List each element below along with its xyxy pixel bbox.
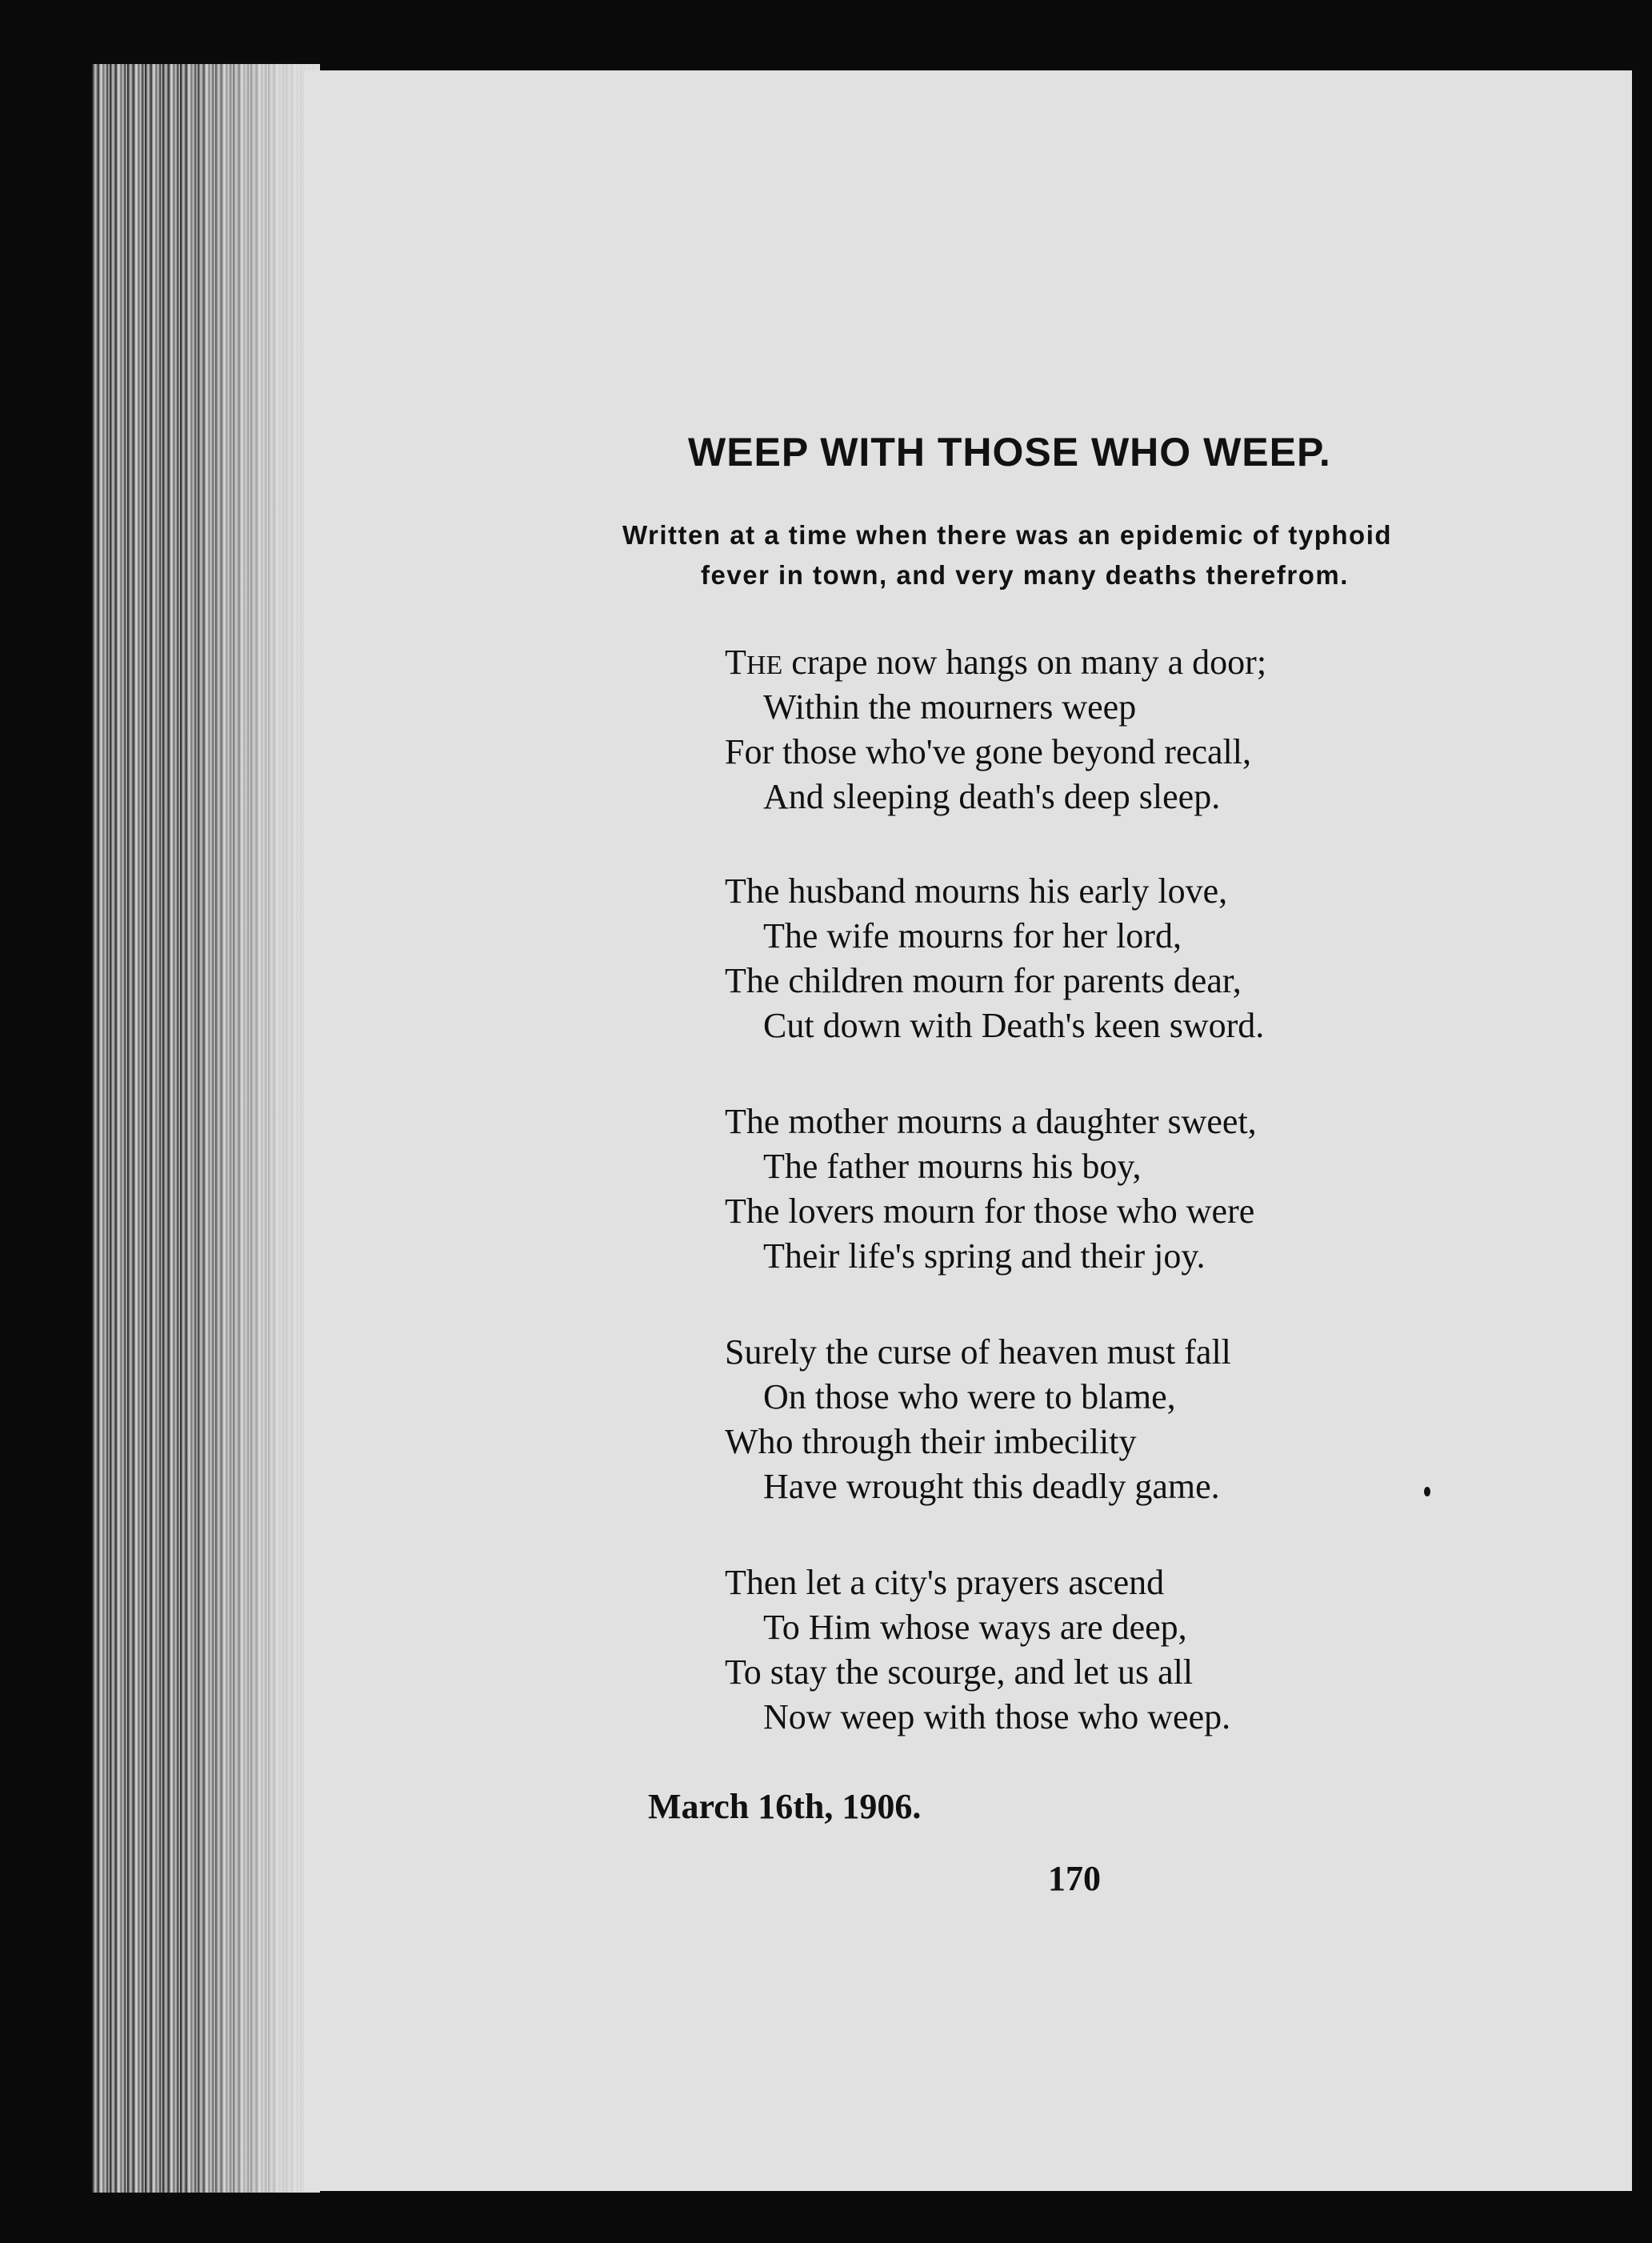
stanza-2-line-3: The children mourn for parents dear, xyxy=(725,961,1242,1000)
stanza-1-line-2: Within the mourners weep xyxy=(763,687,1137,727)
poem-subtitle-line-1: Written at a time when there was an epidemic of typhoid xyxy=(622,520,1393,550)
drop-word-initial: T xyxy=(725,643,746,682)
poem-title: WEEP WITH THOSE WHO WEEP. xyxy=(688,430,1331,475)
stanza-5-line-4: Now weep with those who weep. xyxy=(763,1697,1231,1736)
stanza-3-line-2: The father mourns his boy, xyxy=(763,1147,1142,1186)
page-number: 170 xyxy=(1048,1859,1101,1898)
stanza-2-line-2: The wife mourns for her lord, xyxy=(763,916,1182,955)
poem-date: March 16th, 1906. xyxy=(648,1787,922,1826)
line-rest: crape now hangs on many a door; xyxy=(782,643,1267,682)
stray-ink-dot xyxy=(1424,1487,1430,1496)
stanza-3-line-1: The mother mourns a daughter sweet, xyxy=(725,1102,1257,1141)
stanza-5-line-2: To Him whose ways are deep, xyxy=(763,1608,1187,1647)
stanza-1-line-3: For those who've gone beyond recall, xyxy=(725,732,1251,771)
stanza-5-line-1: Then let a city's prayers ascend xyxy=(725,1563,1165,1602)
stanza-4-line-3: Who through their imbecility xyxy=(725,1422,1137,1461)
stanza-2-line-4: Cut down with Death's keen sword. xyxy=(763,1006,1265,1045)
stanza-1-line-1 xyxy=(725,640,1266,688)
page-edges-fade xyxy=(184,64,320,2193)
stanza-3-line-4: Their life's spring and their joy. xyxy=(763,1236,1206,1276)
stanza-4-line-4: Have wrought this deadly game. xyxy=(763,1467,1220,1506)
poem-subtitle-line-2: fever in town, and very many deaths therefrom. xyxy=(701,560,1349,590)
stanza-1-line-4: And sleeping death's deep sleep. xyxy=(763,777,1221,816)
stanza-2-line-1: The husband mourns his early love, xyxy=(725,871,1228,911)
stanza-4-line-1: Surely the curse of heaven must fall xyxy=(725,1332,1231,1372)
stanza-4-line-2: On those who were to blame, xyxy=(763,1377,1176,1416)
stanza-5-line-3: To stay the scourge, and let us all xyxy=(725,1652,1194,1692)
right-margin-shadow xyxy=(1632,64,1652,2193)
stanza-3-line-3: The lovers mourn for those who were xyxy=(725,1192,1255,1231)
drop-word-smallcaps: HE xyxy=(746,651,783,680)
